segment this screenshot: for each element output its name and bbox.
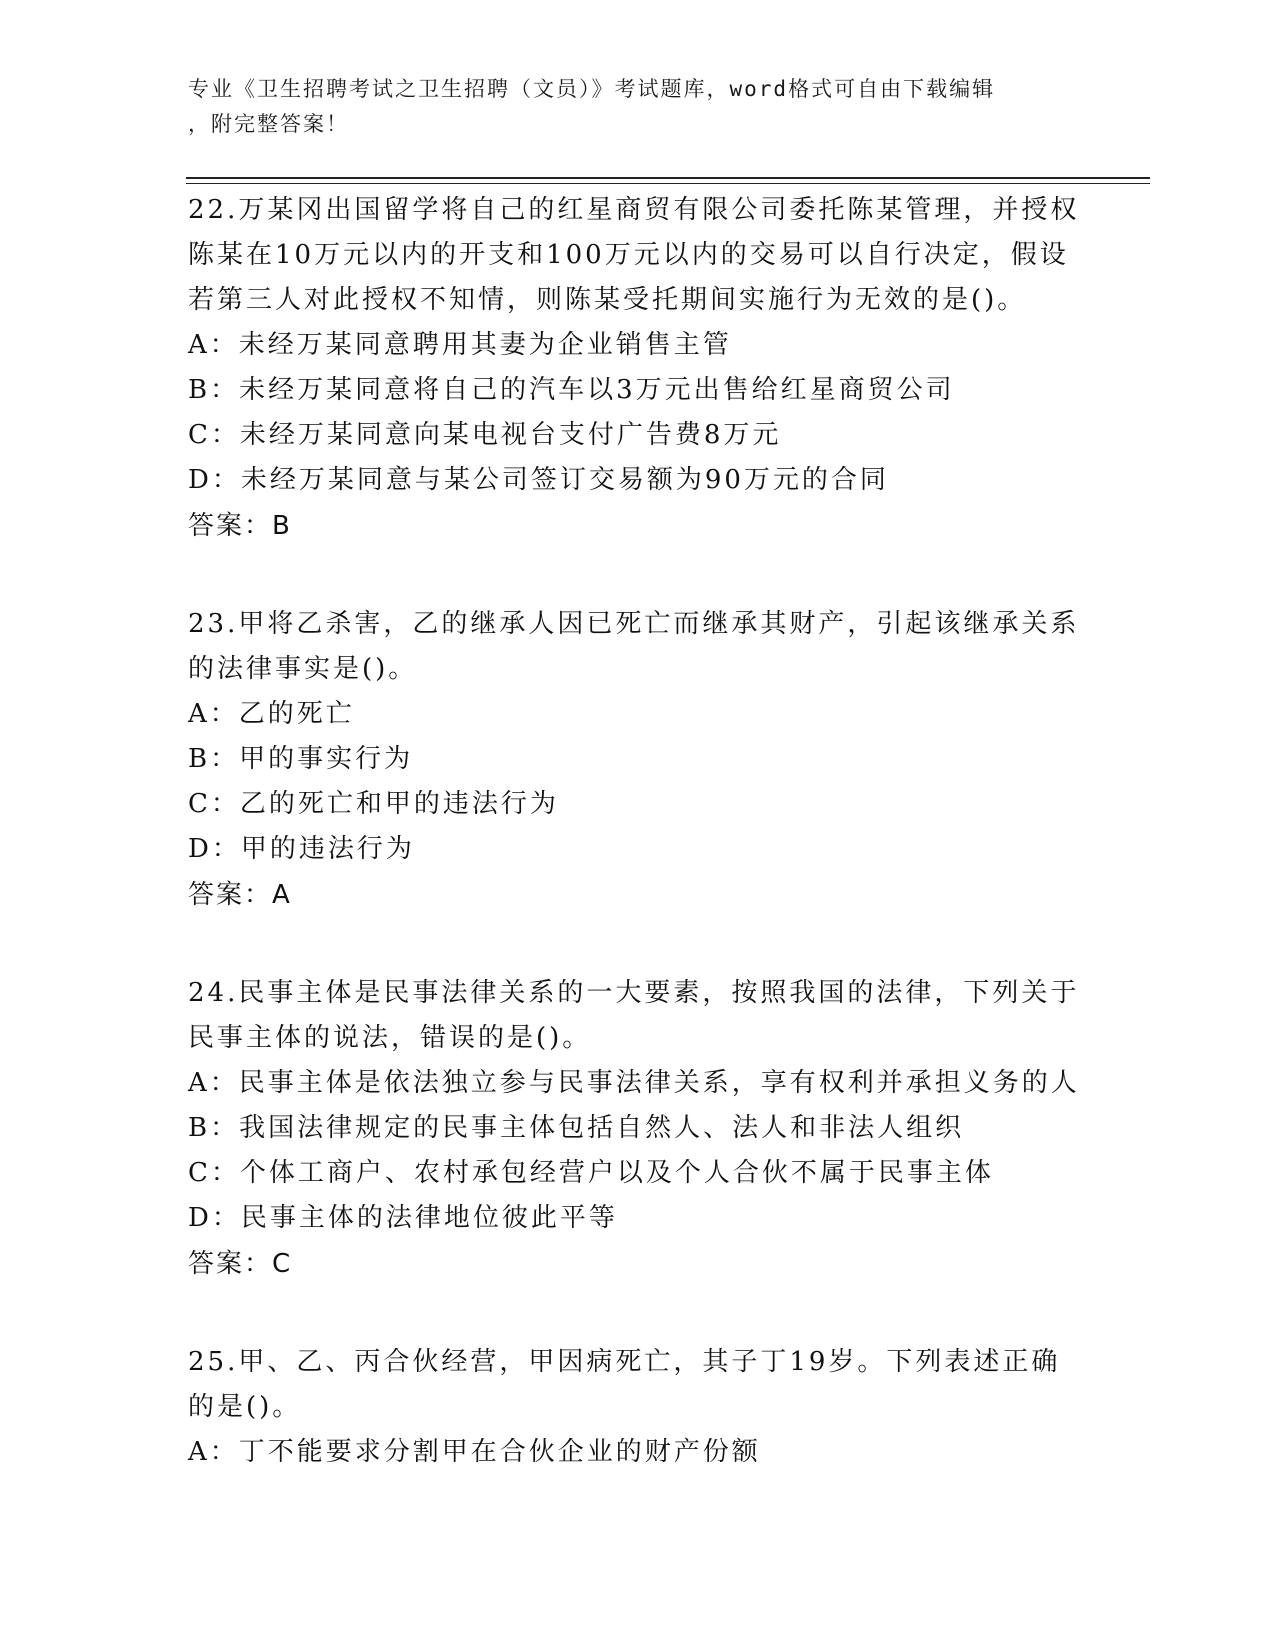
option-c: C：个体工商户、农村承包经营户以及个人合伙不属于民事主体 [188,1158,994,1188]
question-25 [188,1340,1088,1475]
question-stem: 25.甲、乙、丙合伙经营，甲因病死亡，其子丁19岁。下列表述正确的是()。 [188,1347,1061,1422]
answer-label: 答案：A [188,880,292,910]
question-stem: 24.民事主体是民事法律关系的一大要素，按照我国的法律，下列关于民事主体的说法，错误的是()。 [188,978,1080,1053]
question-24 [188,971,1088,1288]
answer-label: 答案：C [188,1249,293,1279]
question-23 [188,602,1088,919]
option-b: B：我国法律规定的民事主体包括自然人、法人和非法人组织 [188,1113,965,1143]
question-22 [188,188,1088,550]
option-d: D：未经万某同意与某公司签订交易额为90万元的合同 [188,465,889,495]
option-c: C：未经万某同意向某电视台支付广告费8万元 [188,420,782,450]
option-a: A：丁不能要求分割甲在合伙企业的财产份额 [188,1437,761,1467]
option-d: D：甲的违法行为 [188,834,415,864]
answer-label: 答案：B [188,511,292,541]
option-a: A：民事主体是依法独立参与民事法律关系，享有权利并承担义务的人 [188,1068,1080,1098]
document-header [188,72,1068,142]
option-a: A：乙的死亡 [188,699,355,729]
option-c: C：乙的死亡和甲的违法行为 [188,789,559,819]
header-title-line-1: 专业《卫生招聘考试之卫生招聘（文员）》考试题库，word格式可自由下载编辑 [188,77,996,101]
question-stem: 23.甲将乙杀害，乙的继承人因已死亡而继承其财产，引起该继承关系的法律事实是()。 [188,609,1080,684]
header-divider-thick [186,177,1150,179]
question-stem: 22.万某冈出国留学将自己的红星商贸有限公司委托陈某管理，并授权陈某在10万元以内的开支和100万元以内的交易可以自行决定，假设若第三人对此授权不知情，则陈某受托期间实施行为无效的是()。 [188,195,1080,315]
option-b: B：未经万某同意将自己的汽车以3万元出售给红星商贸公司 [188,375,955,405]
option-a: A：未经万某同意聘用其妻为企业销售主管 [188,330,732,360]
question-list [188,188,1088,1475]
option-b: B：甲的事实行为 [188,744,414,774]
header-title-line-2: ，附完整答案！ [188,112,349,136]
header-divider-thin [186,183,1150,184]
option-d: D：民事主体的法律地位彼此平等 [188,1203,618,1233]
